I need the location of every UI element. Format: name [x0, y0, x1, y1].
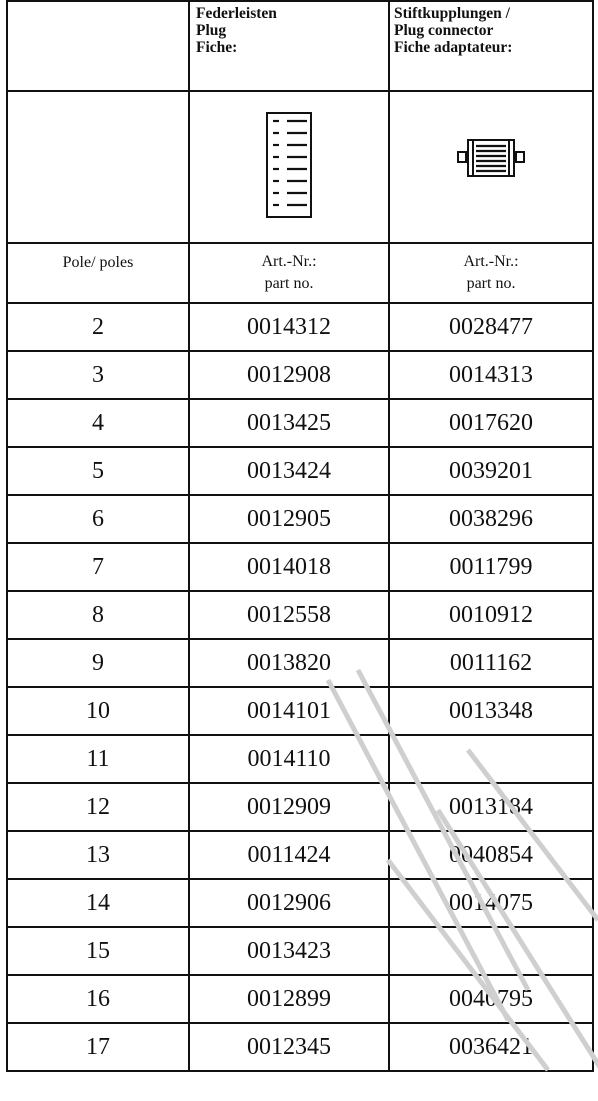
plug-part-no-cell: 0012905 — [189, 495, 389, 543]
connector-part-no-cell: 0036421 — [389, 1023, 593, 1071]
connector-part-no-cell — [389, 927, 593, 975]
table-row — [7, 303, 593, 351]
poles-label-cell — [7, 243, 189, 303]
plug-part-no-cell: 0013423 — [189, 927, 389, 975]
poles-cell: 5 — [7, 447, 189, 495]
header-empty-cell — [7, 1, 189, 91]
plug-part-no-cell: 0011424 — [189, 831, 389, 879]
plug-part-no-cell: 0014101 — [189, 687, 389, 735]
table-row — [7, 351, 593, 399]
part-no-label: part no. — [264, 275, 314, 292]
header-connector — [389, 1, 593, 91]
poles-cell: 2 — [7, 303, 189, 351]
table-row — [7, 639, 593, 687]
connector-image-cell — [389, 91, 593, 243]
header-plug-line-fr: Fiche: — [196, 39, 238, 56]
connector-part-no-cell — [389, 735, 593, 783]
table-row — [7, 831, 593, 879]
poles-cell: 12 — [7, 783, 189, 831]
poles-cell: 13 — [7, 831, 189, 879]
column-label-row — [7, 243, 593, 303]
connector-part-no-cell: 0028477 — [389, 303, 593, 351]
art-nr-label: Art.-Nr.: — [261, 253, 317, 270]
connector-part-no-cell: 0040854 — [389, 831, 593, 879]
poles-label: Pole/ poles — [62, 254, 134, 271]
image-empty-cell — [7, 91, 189, 243]
connector-part-no-cell: 0010912 — [389, 591, 593, 639]
plug-part-no-cell: 0012909 — [189, 783, 389, 831]
connector-part-no-cell: 0040795 — [389, 975, 593, 1023]
plug-image-cell — [189, 91, 389, 243]
header-connector-line-en: Plug connector — [394, 22, 494, 39]
plug-part-no-cell: 0012906 — [189, 879, 389, 927]
table-row — [7, 591, 593, 639]
connector-part-no-cell: 0039201 — [389, 447, 593, 495]
table-row — [7, 783, 593, 831]
art-nr-label: Art.-Nr.: — [463, 253, 519, 270]
table-row — [7, 399, 593, 447]
poles-cell: 17 — [7, 1023, 189, 1071]
poles-cell: 7 — [7, 543, 189, 591]
plug-part-no-cell: 0012899 — [189, 975, 389, 1023]
connector-part-no-cell: 0014313 — [389, 351, 593, 399]
header-connector-line-de: Stiftkupplungen / — [394, 5, 510, 22]
plug-part-no-cell: 0014110 — [189, 735, 389, 783]
header-plug-line-de: Federleisten — [196, 5, 277, 22]
plug-part-no-cell: 0012908 — [189, 351, 389, 399]
poles-cell: 4 — [7, 399, 189, 447]
plug-part-no-cell: 0012558 — [189, 591, 389, 639]
pin-coupling-connector-icon — [456, 138, 526, 178]
plug-part-no-cell: 0013820 — [189, 639, 389, 687]
header-plug — [189, 1, 389, 91]
plug-part-no-cell: 0014312 — [189, 303, 389, 351]
connector-part-no-cell: 0011162 — [389, 639, 593, 687]
poles-cell: 10 — [7, 687, 189, 735]
header-connector-line-fr: Fiche adaptateur: — [394, 39, 513, 56]
poles-cell: 16 — [7, 975, 189, 1023]
plug-part-no-cell: 0013425 — [189, 399, 389, 447]
connector-part-no-cell: 0013348 — [389, 687, 593, 735]
spring-strip-plug-icon — [265, 111, 313, 219]
connector-part-no-cell: 0011799 — [389, 543, 593, 591]
table-row — [7, 735, 593, 783]
poles-cell: 9 — [7, 639, 189, 687]
plug-part-no-cell: 0012345 — [189, 1023, 389, 1071]
table-row — [7, 495, 593, 543]
plug-part-no-cell: 0013424 — [189, 447, 389, 495]
table-row — [7, 975, 593, 1023]
poles-cell: 6 — [7, 495, 189, 543]
poles-cell: 3 — [7, 351, 189, 399]
table-row — [7, 927, 593, 975]
poles-cell: 15 — [7, 927, 189, 975]
connector-part-no-cell: 0014075 — [389, 879, 593, 927]
table-row — [7, 447, 593, 495]
plug-part-no-cell: 0014018 — [189, 543, 389, 591]
connector-partno-label-cell — [389, 243, 593, 303]
connector-part-no-cell: 0017620 — [389, 399, 593, 447]
poles-cell: 11 — [7, 735, 189, 783]
table-row — [7, 1023, 593, 1071]
image-row — [7, 91, 593, 243]
plug-partno-label-cell — [189, 243, 389, 303]
table-row — [7, 687, 593, 735]
connector-part-no-cell: 0013184 — [389, 783, 593, 831]
poles-cell: 8 — [7, 591, 189, 639]
header-row — [7, 1, 593, 91]
table-row — [7, 543, 593, 591]
parts-table — [6, 0, 594, 1072]
header-plug-line-en: Plug — [196, 22, 227, 39]
part-no-label: part no. — [466, 275, 516, 292]
table-row — [7, 879, 593, 927]
connector-part-no-cell: 0038296 — [389, 495, 593, 543]
poles-cell: 14 — [7, 879, 189, 927]
